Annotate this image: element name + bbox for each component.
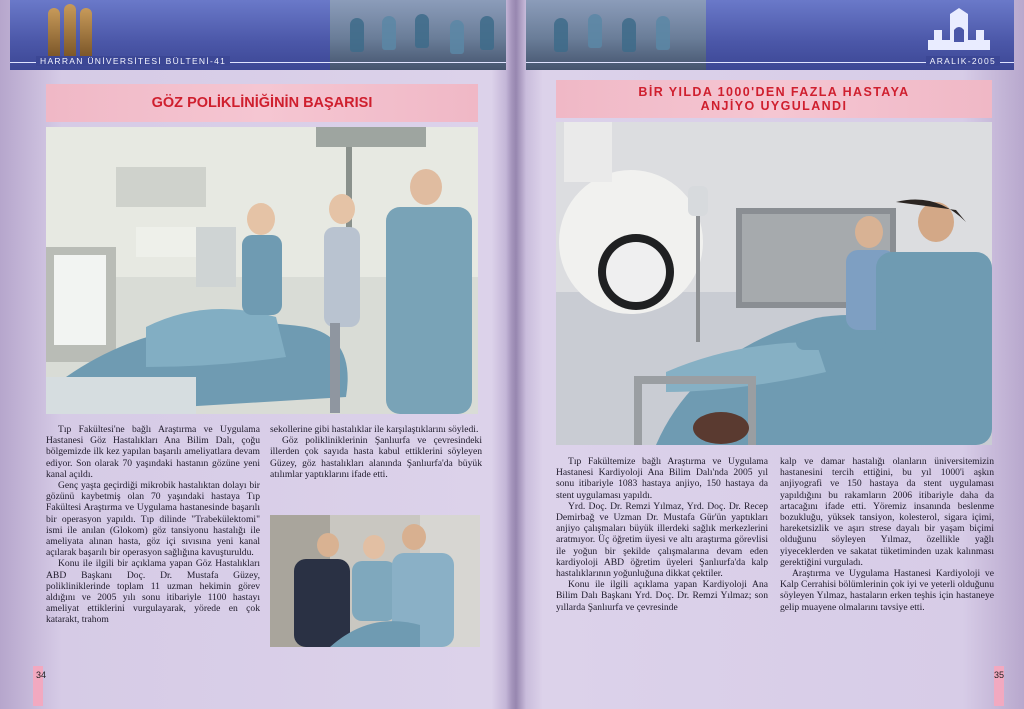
paragraph: Genç yaşta geçirdiği mikrobik hastalıktan dolayı bir gözünü kaybetmiş olan 70 yaşındaki hastaya Tıp Fakültesi Araştırma ve Uygulama hastanesinde başarılı bir operasyon yapıldı. Tıp dilinde "Trabekülektomi" ismi ile anılan (Glokom) göz tansiyonu hastalığı ile ameliyata alınan hasta, göz içi sıvısına yeni kanal açılarak başarılı bir operasyon sağlığına kavuşturuldu. [46, 480, 260, 559]
eye-clinic-staff-photo [270, 515, 480, 647]
page-spine [506, 0, 526, 709]
issue-date: ARALIK-2005 [926, 56, 1000, 66]
banner-figure [382, 16, 396, 50]
banner-figure [622, 18, 636, 52]
left-page-number: 34 [36, 670, 47, 680]
paragraph: Araştırma ve Uygulama Hastanesi Kardiyoloji ve Kalp Cerrahisi bölümlerinin çok iyi ve yeterli olduğunu söyleyen Yılmaz, hastaların erken teşhis için hastaneye gelip muayene olmalarını tavsiye etti. [780, 568, 994, 613]
angiography-photo [556, 122, 992, 445]
statues-icon [48, 8, 60, 58]
left-article-column-1 [46, 424, 260, 660]
right-article-column-1 [556, 456, 768, 613]
paragraph: Tıp Fakültesi'ne bağlı Araştırma ve Uygulama Hastanesi Göz Hastalıkları Ana Bilim Dalı, çoğu bölgemizde ilk kez yapılan başarılı ameliyatlara devam ediyor. Son olarak 70 yaşındaki hastanın gözüne yeni kanal açıldı. [46, 424, 260, 480]
banner-figure [656, 16, 670, 50]
university-gate-icon [924, 6, 994, 56]
statues-icon [80, 8, 92, 58]
banner-figure [450, 20, 464, 54]
right-header-banner [526, 0, 1014, 70]
paragraph: sekollerine gibi hastalıklar ile karşılaştıklarını söyledi. [270, 424, 479, 435]
eye-surgery-illustration [46, 127, 478, 414]
left-article-column-2 [270, 424, 482, 480]
right-article-column-2 [780, 456, 994, 613]
bulletin-title: HARRAN ÜNİVERSİTESİ BÜLTENİ-41 [36, 56, 230, 66]
paragraph: Konu ile ilgili açıklama yapan Kardiyoloji Ana Bilim Dalı Başkanı Yrd. Doç. Dr. Remzi Yılmaz; son yıllarda Şanlıurfa ve çevresinde [556, 579, 768, 613]
left-header-banner [10, 0, 506, 70]
paragraph: Konu ile ilgili bir açıklama yapan Göz Hastalıkları ABD Başkanı Doç. Dr. Mustafa Güzey, polikliniklerinde toplam 11 uzman hekimin görev aldığını ve 2005 yılı sonu itibariyle 1100 hastayı ameliyat ettiklerini vurgulayarak, yörede en çok katarakt, trahom [46, 558, 260, 626]
eye-clinic-staff-illustration [270, 515, 480, 647]
banner-figure [350, 18, 364, 52]
paragraph: Yrd. Doç. Dr. Remzi Yılmaz, Yrd. Doç. Dr. Recep Demirbağ ve Uzman Dr. Mustafa Gür'ün yaptıkları anjiyo çalışmaları büyük illerdeki sağlık merkezlerini aratmıyor. Üç öğretim üyesi ve altı araştırma görevlisi ile yoğun bir şekilde çalışmalarına devam eden kardiyoloji ABD öğretim üyeleri Şanlıurfa'da kalp hastalıklarının yoğunluğuna dikkat çektiler. [556, 500, 768, 580]
paragraph: Tıp Fakültemize bağlı Araştırma ve Uygulama Hastanesi Kardiyoloji Ana Bilim Dalı'nda 2005 yıl sonu itibariyle 1083 hastaya anjiyo, 150 hastaya da stent uygulaması yapıldı. [556, 456, 768, 501]
banner-photo-strip [526, 0, 706, 70]
right-headline-line-2: ANJİYO UYGULANDI [700, 99, 848, 113]
banner-figure [415, 14, 429, 48]
eye-surgery-photo [46, 127, 478, 414]
right-headline-line-1: BİR YILDA 1000'DEN FAZLA HASTAYA [638, 85, 910, 99]
paragraph: kalp ve damar hastalığı olanların üniversitemizin hastanesini tercih ettiğini, bu yıl 1000'i aşkın anjiyografi ve 150 hastaya da stent uygulaması yapıldığını bu rakamların 2006 itibariyle daha da artacağını ifade etti. Yöremiz insanında beslenme bozukluğu, yüksek tansiyon, kolesterol, sigara içimi, hareketsizlik ve aşırı strese dayalı bir yaşam biçimi olduğunu söyleyen Yılmaz, özellikle yağlı yiyeceklerden ve sakatat tüketiminden uzak kalınması gerektiğini vurguladı. [780, 456, 994, 568]
banner-figure [480, 16, 494, 50]
right-page-number: 35 [994, 670, 1005, 680]
paragraph: Göz polikliniklerinin Şanlıurfa ve çevresindeki illerden çok sayıda hasta kabul ettiklerini söyleyen Güzey, göz hastalıkları alanında Şanlıurfa'da büyük atılımlar yaptıklarını ifade etti. [270, 435, 482, 480]
left-headline: GÖZ POLİKLİNİĞİNİN BAŞARISI [46, 84, 478, 122]
right-headline [556, 80, 992, 118]
banner-figure [588, 14, 602, 48]
banner-figure [554, 18, 568, 52]
angiography-illustration [556, 122, 992, 445]
statues-icon [64, 4, 76, 58]
